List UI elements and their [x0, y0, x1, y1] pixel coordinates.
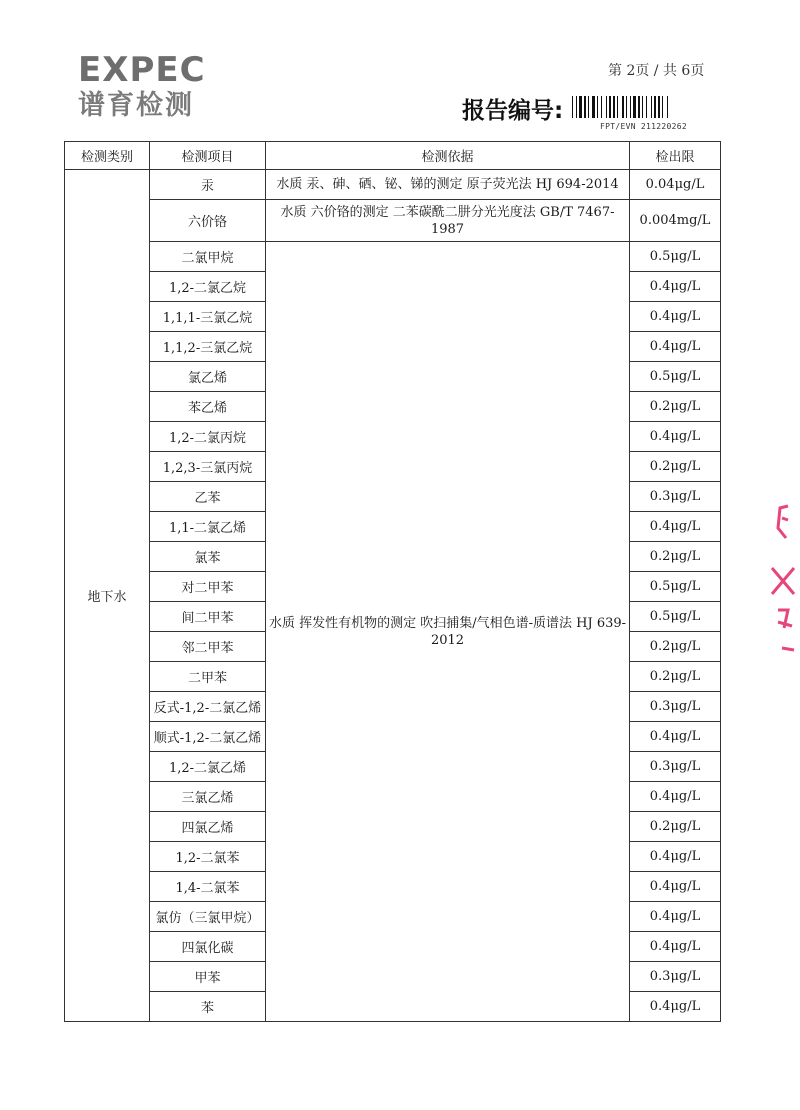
item-cell: 三氯乙烯	[150, 782, 266, 812]
limit-cell: 0.4μg/L	[630, 782, 721, 812]
limit-cell: 0.2μg/L	[630, 812, 721, 842]
item-cell: 1,2-二氯乙烯	[150, 752, 266, 782]
limit-cell: 0.4μg/L	[630, 332, 721, 362]
header-basis: 检测依据	[266, 142, 630, 170]
report-number-label: 报告编号:	[462, 98, 564, 124]
logo-en: EXPEC	[78, 50, 206, 90]
limit-cell: 0.4μg/L	[630, 512, 721, 542]
item-cell: 苯	[150, 992, 266, 1022]
limit-cell: 0.5μg/L	[630, 602, 721, 632]
item-cell: 1,1,2-三氯乙烷	[150, 332, 266, 362]
limit-cell: 0.3μg/L	[630, 482, 721, 512]
header-limit: 检出限	[630, 142, 721, 170]
limit-cell: 0.5μg/L	[630, 362, 721, 392]
limit-cell: 0.2μg/L	[630, 542, 721, 572]
item-cell: 乙苯	[150, 482, 266, 512]
basis-cell: 水质 六价铬的测定 二苯碳酰二肼分光光度法 GB/T 7467-1987	[266, 200, 630, 242]
table-row	[65, 200, 721, 242]
item-cell: 间二甲苯	[150, 602, 266, 632]
header-category: 检测类别	[65, 142, 150, 170]
limit-cell: 0.2μg/L	[630, 452, 721, 482]
limit-cell: 0.4μg/L	[630, 722, 721, 752]
item-cell: 四氯化碳	[150, 932, 266, 962]
item-cell: 氯仿（三氯甲烷）	[150, 902, 266, 932]
header-item: 检测项目	[150, 142, 266, 170]
limit-cell: 0.4μg/L	[630, 842, 721, 872]
item-cell: 1,1-二氯乙烯	[150, 512, 266, 542]
item-cell: 苯乙烯	[150, 392, 266, 422]
item-cell: 氯苯	[150, 542, 266, 572]
limit-cell: 0.4μg/L	[630, 932, 721, 962]
barcode-icon	[572, 96, 714, 118]
company-logo	[78, 52, 218, 122]
table-row	[65, 242, 721, 272]
item-cell: 1,2,3-三氯丙烷	[150, 452, 266, 482]
item-cell: 四氯乙烯	[150, 812, 266, 842]
basis-cell: 水质 汞、砷、硒、铋、锑的测定 原子荧光法 HJ 694-2014	[266, 170, 630, 200]
item-cell: 1,2-二氯乙烷	[150, 272, 266, 302]
limit-cell: 0.2μg/L	[630, 662, 721, 692]
page-number: 第 2页 / 共 6页	[608, 63, 705, 79]
item-cell: 邻二甲苯	[150, 632, 266, 662]
detection-limits-table	[64, 141, 721, 1022]
limit-cell: 0.3μg/L	[630, 692, 721, 722]
item-cell: 1,1,1-三氯乙烷	[150, 302, 266, 332]
limit-cell: 0.4μg/L	[630, 422, 721, 452]
item-cell: 汞	[150, 170, 266, 200]
limit-cell: 0.04μg/L	[630, 170, 721, 200]
item-cell: 顺式-1,2-二氯乙烯	[150, 722, 266, 752]
item-cell: 六价铬	[150, 200, 266, 242]
category-cell: 地下水	[65, 170, 150, 1022]
barcode-text: FPT/EVN 211220262	[600, 122, 687, 131]
table-row	[65, 170, 721, 200]
basis-cell: 水质 挥发性有机物的测定 吹扫捕集/气相色谱-质谱法 HJ 639-2012	[266, 242, 630, 1022]
item-cell: 二氯甲烷	[150, 242, 266, 272]
limit-cell: 0.4μg/L	[630, 872, 721, 902]
item-cell: 1,2-二氯苯	[150, 842, 266, 872]
limit-cell: 0.3μg/L	[630, 962, 721, 992]
limit-cell: 0.5μg/L	[630, 242, 721, 272]
limit-cell: 0.4μg/L	[630, 992, 721, 1022]
seal-stamp-icon	[758, 498, 800, 668]
item-cell: 甲苯	[150, 962, 266, 992]
item-cell: 1,2-二氯丙烷	[150, 422, 266, 452]
limit-cell: 0.4μg/L	[630, 302, 721, 332]
item-cell: 1,4-二氯苯	[150, 872, 266, 902]
limit-cell: 0.2μg/L	[630, 632, 721, 662]
item-cell: 二甲苯	[150, 662, 266, 692]
item-cell: 氯乙烯	[150, 362, 266, 392]
limit-cell: 0.4μg/L	[630, 272, 721, 302]
limit-cell: 0.3μg/L	[630, 752, 721, 782]
logo-cn: 谱育检测	[78, 90, 194, 121]
limit-cell: 0.4μg/L	[630, 902, 721, 932]
limit-cell: 0.2μg/L	[630, 392, 721, 422]
item-cell: 反式-1,2-二氯乙烯	[150, 692, 266, 722]
limit-cell: 0.5μg/L	[630, 572, 721, 602]
limit-cell: 0.004mg/L	[630, 200, 721, 242]
item-cell: 对二甲苯	[150, 572, 266, 602]
